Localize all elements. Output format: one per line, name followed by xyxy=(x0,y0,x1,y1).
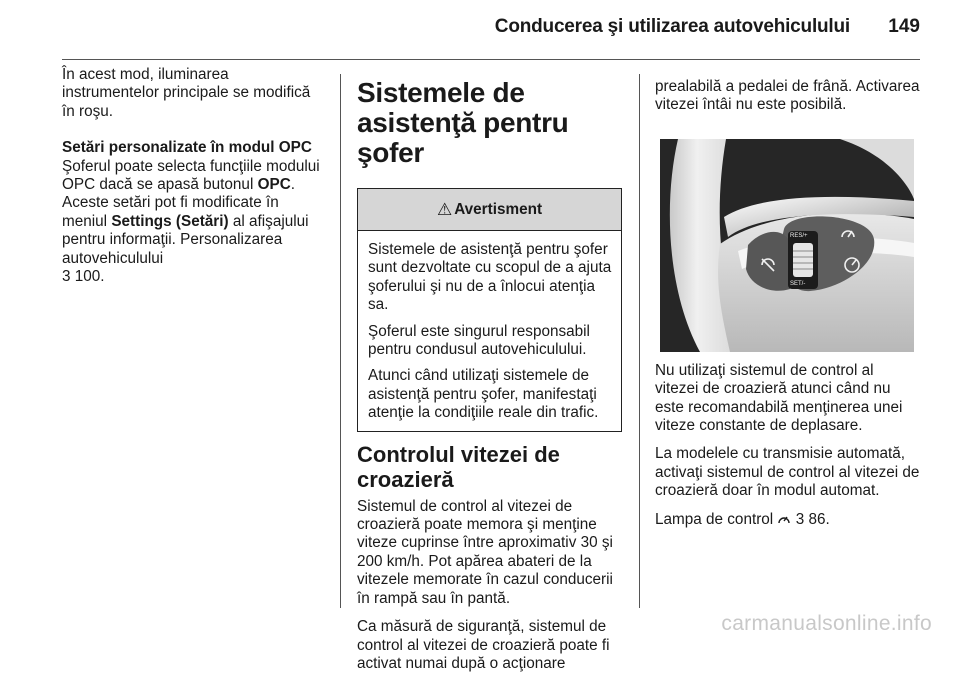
page-reference-icon: 3 xyxy=(62,268,71,286)
cruise-control-heading: Controlul vitezei de croazieră xyxy=(357,441,560,492)
opc-settings-paragraph: Şoferul poate selecta funcţiile modului OPC dacă se apasă butonul OPC. Aceste setări pot fi modificate în meniul Settings (Setări) al afişajului pentru informaţii. Personalizarea autovehiculului 3 100. xyxy=(62,157,320,286)
set-minus-label: SET/- xyxy=(790,280,806,287)
column-left xyxy=(62,66,326,286)
cruise-control-paragraph: Sistemul de control al vitezei de croazieră poate memora şi menţine viteze cuprinse între aproximativ 30 şi 200 km/h. Pot apărea abateri de la vitezele memorate în cazul conducerii în rampă sau în pantă. xyxy=(357,497,613,607)
page-reference-icon: 3 xyxy=(795,510,805,528)
watermark-logo: carmanualsonline.info xyxy=(721,612,932,635)
warning-paragraph: Şoferul este singurul responsabil pentru condusul autovehiculului. xyxy=(368,322,590,359)
warning-box xyxy=(357,188,622,432)
warning-title: Avertisment xyxy=(454,200,543,218)
page-reference-link[interactable]: 100. xyxy=(74,268,105,286)
section-heading: Sistemele de asistenţă pentru şofer xyxy=(357,77,569,168)
warning-header xyxy=(358,189,621,231)
settings-menu-label: Settings (Setări) xyxy=(111,212,229,230)
column-divider xyxy=(639,74,640,608)
opc-settings-subhead: Setări personalizate în modul OPC xyxy=(62,139,312,157)
page-title: Conducerea şi utilizarea autovehiculului xyxy=(494,16,850,37)
warning-triangle-icon: ⚠ xyxy=(436,199,453,219)
header-divider xyxy=(62,59,920,60)
steering-wheel-illustration xyxy=(660,139,914,352)
intro-paragraph: În acest mod, iluminarea instrumentelor principale se modifică în roşu. xyxy=(62,66,311,120)
column-middle xyxy=(357,66,623,673)
automatic-paragraph: La modelele cu transmisie automată, activaţi sistemul de control al vitezei de croazieră doar în modul automat. xyxy=(655,445,920,500)
page-header xyxy=(62,16,920,44)
steering-wheel-image xyxy=(660,139,914,352)
cruise-control-lamp-icon xyxy=(777,513,791,525)
column-divider xyxy=(340,74,341,608)
usage-paragraph: Nu utilizaţi sistemul de control al vitezei de croazieră atunci când nu este recomandabilă menţinerea unei viteze constante de deplasare. xyxy=(655,361,903,435)
control-lamp-paragraph: Lampa de control 3 86. xyxy=(655,510,830,528)
warning-paragraph: Atunci când utilizaţi sistemele de asistenţă pentru şofer, manifestaţi atenţie la condiţiile reale din trafic. xyxy=(368,367,599,422)
column-right xyxy=(655,66,920,529)
safety-paragraph: Ca măsură de siguranţă, sistemul de control al vitezei de croazieră poate fi activat numai după o acţionare xyxy=(357,618,610,672)
opc-button-label: OPC xyxy=(257,176,291,194)
page-reference-link[interactable]: 86. xyxy=(808,510,830,528)
warning-body xyxy=(358,231,621,431)
warning-paragraph: Sistemele de asistenţă pentru şofer sunt dezvoltate cu scopul de a ajuta şoferului şi nu de a înlocui atenţia sa. xyxy=(368,241,612,314)
continued-paragraph: prealabilă a pedalei de frână. Activarea vitezei întâi nu este posibilă. xyxy=(655,78,920,114)
res-plus-label: RES/+ xyxy=(790,232,808,239)
page-number: 149 xyxy=(888,16,920,37)
